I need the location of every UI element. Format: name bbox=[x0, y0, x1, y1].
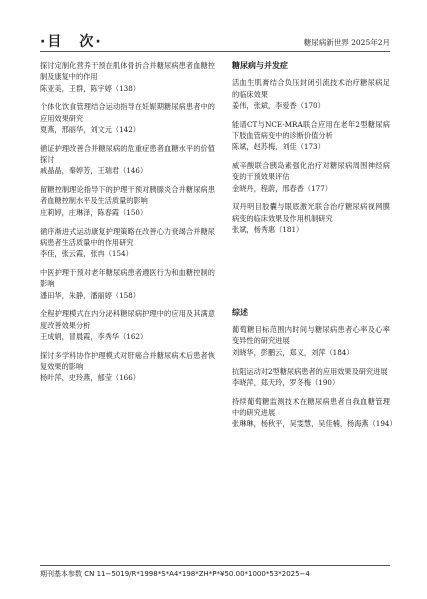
article-title[interactable]: 活血生肌膏结合负压封闭引流技术治疗糖尿病足的临床效果 bbox=[232, 78, 390, 99]
article-title[interactable]: 探讨定制化营养干预在肌体骨折合并糖尿病患者血糖控制及康复中的作用 bbox=[40, 61, 215, 82]
toc-entry[interactable] bbox=[40, 308, 215, 342]
authors-and-page: 李晓萍，郑天玲，罗冬梅（190） bbox=[232, 377, 340, 387]
toc-entry[interactable] bbox=[40, 226, 215, 260]
article-title[interactable]: 循序渐进式运动康复护理策略在改善心力衰竭合并糖尿病患者生活质量中的作用研究 bbox=[40, 226, 215, 247]
left-column bbox=[40, 60, 215, 391]
toc-entry[interactable] bbox=[40, 184, 215, 218]
authors-and-page: 杨叶萍，史玲燕，郁莹（166） bbox=[40, 373, 140, 383]
toc-entry[interactable] bbox=[40, 350, 215, 384]
authors-and-page: 金晓丹，程蔚，邢春香（177） bbox=[232, 183, 332, 193]
article-title[interactable]: 留糖控制理论指导下的护理干预对胰腺炎合并糖尿病患者血糖控制水平及生活质量的影响 bbox=[40, 185, 215, 206]
toc-entry[interactable] bbox=[40, 143, 215, 177]
toc-entry[interactable] bbox=[40, 101, 215, 135]
authors-and-page: 张斌，杨秀惠（181） bbox=[232, 225, 304, 235]
authors-and-page: 戚晶晶，秦婷芳，王瑞君（146） bbox=[40, 166, 148, 176]
page-header bbox=[0, 0, 427, 50]
right-column bbox=[232, 60, 397, 437]
article-title[interactable]: 个体化饮食管理结合运动指导在妊娠期糖尿病患者中的应用效果研究 bbox=[40, 102, 215, 123]
authors-and-page: 潘田华，朱静，潘丽婷（158） bbox=[40, 290, 140, 300]
journal-running-head: 糖尿病新世界 2025年2月 bbox=[303, 38, 390, 47]
header-rule bbox=[40, 51, 390, 52]
journal-parameters: 期刊基本参数 CN 11−5019/R*1998*S*A4*198*ZH*P*¥50.00*1000*53*2025−4 bbox=[40, 565, 390, 579]
article-title[interactable]: 全程护理模式在内分泌科糖尿病护理中的应用及其满意度改善效果分析 bbox=[40, 309, 215, 330]
article-title[interactable]: 能谱CT与NCE-MRA联合应用在老年2型糖尿病下肢血管病变中的诊断价值分析 bbox=[232, 119, 390, 140]
authors-and-page: 李佳，张云霞，张冉（154） bbox=[40, 249, 133, 259]
toc-entry[interactable] bbox=[232, 77, 390, 111]
toc-entry[interactable] bbox=[232, 201, 390, 235]
authors-and-page: 王成娟，冒晨霞，李秀华（162） bbox=[40, 331, 148, 341]
toc-title: ·目 次· bbox=[40, 34, 103, 50]
section-heading: 糖尿病与并发症 bbox=[232, 61, 288, 70]
article-title[interactable]: 中医护理干预对老年糖尿病患者遵医行为和血糖控制的影响 bbox=[40, 267, 215, 289]
toc-entry[interactable] bbox=[232, 396, 397, 430]
authors-and-page: 张琳琳，杨秋平，吴雯慧，吴佳楠，杨海燕（194） bbox=[232, 419, 397, 429]
article-title[interactable]: 循证护理改善合并糖尿病的危重症患者血糖水平的价值探讨 bbox=[40, 143, 215, 165]
article-title[interactable]: 抗阻运动对2型糖尿病患者的应用效果及研究进展 bbox=[232, 366, 388, 376]
toc-entry[interactable] bbox=[40, 60, 215, 94]
authors-and-page: 夏燕，邢丽华，刘文元（142） bbox=[40, 124, 140, 134]
toc-entry[interactable] bbox=[232, 324, 390, 358]
article-title[interactable]: 葡萄糖目标范围内时间与糖尿病患者心率及心率变异性的研究进展 bbox=[232, 325, 390, 346]
article-title[interactable]: 探讨多学科协作护理模式对肝癌合并糖尿病术后患者恢复效果的影响 bbox=[40, 350, 215, 372]
section-heading: 综述 bbox=[232, 307, 248, 317]
authors-and-page: 庄莉婷，庄琳泽，陈春霞（150） bbox=[40, 207, 148, 217]
article-title[interactable]: 持续葡萄糖监测技术在糖尿病患者自我血糖管理中的研究进展 bbox=[232, 396, 390, 417]
toc-entry[interactable] bbox=[232, 160, 390, 194]
article-title[interactable]: 威辛酸联合胰岛素强化治疗对糖尿病周围神经病变的干预效果评估 bbox=[232, 161, 390, 182]
toc-entry[interactable] bbox=[232, 119, 390, 153]
authors-and-page: 陈斌，赵苏梅，刘佳（173） bbox=[232, 142, 325, 152]
toc-entry[interactable] bbox=[40, 267, 215, 301]
authors-and-page: 陈亚美，王群，陈宇婷（138） bbox=[40, 83, 140, 93]
authors-and-page: 刘晓华，彭鹏云，郑义，刘萍（184） bbox=[232, 347, 354, 357]
authors-and-page: 姜伟，张斌，李爱香（170） bbox=[232, 100, 325, 110]
article-title[interactable]: 双丹明目胶囊与眼底激光联合治疗糖尿病视网膜病变的临床效果及作用机制研究 bbox=[232, 202, 390, 223]
toc-entry[interactable] bbox=[232, 366, 390, 389]
